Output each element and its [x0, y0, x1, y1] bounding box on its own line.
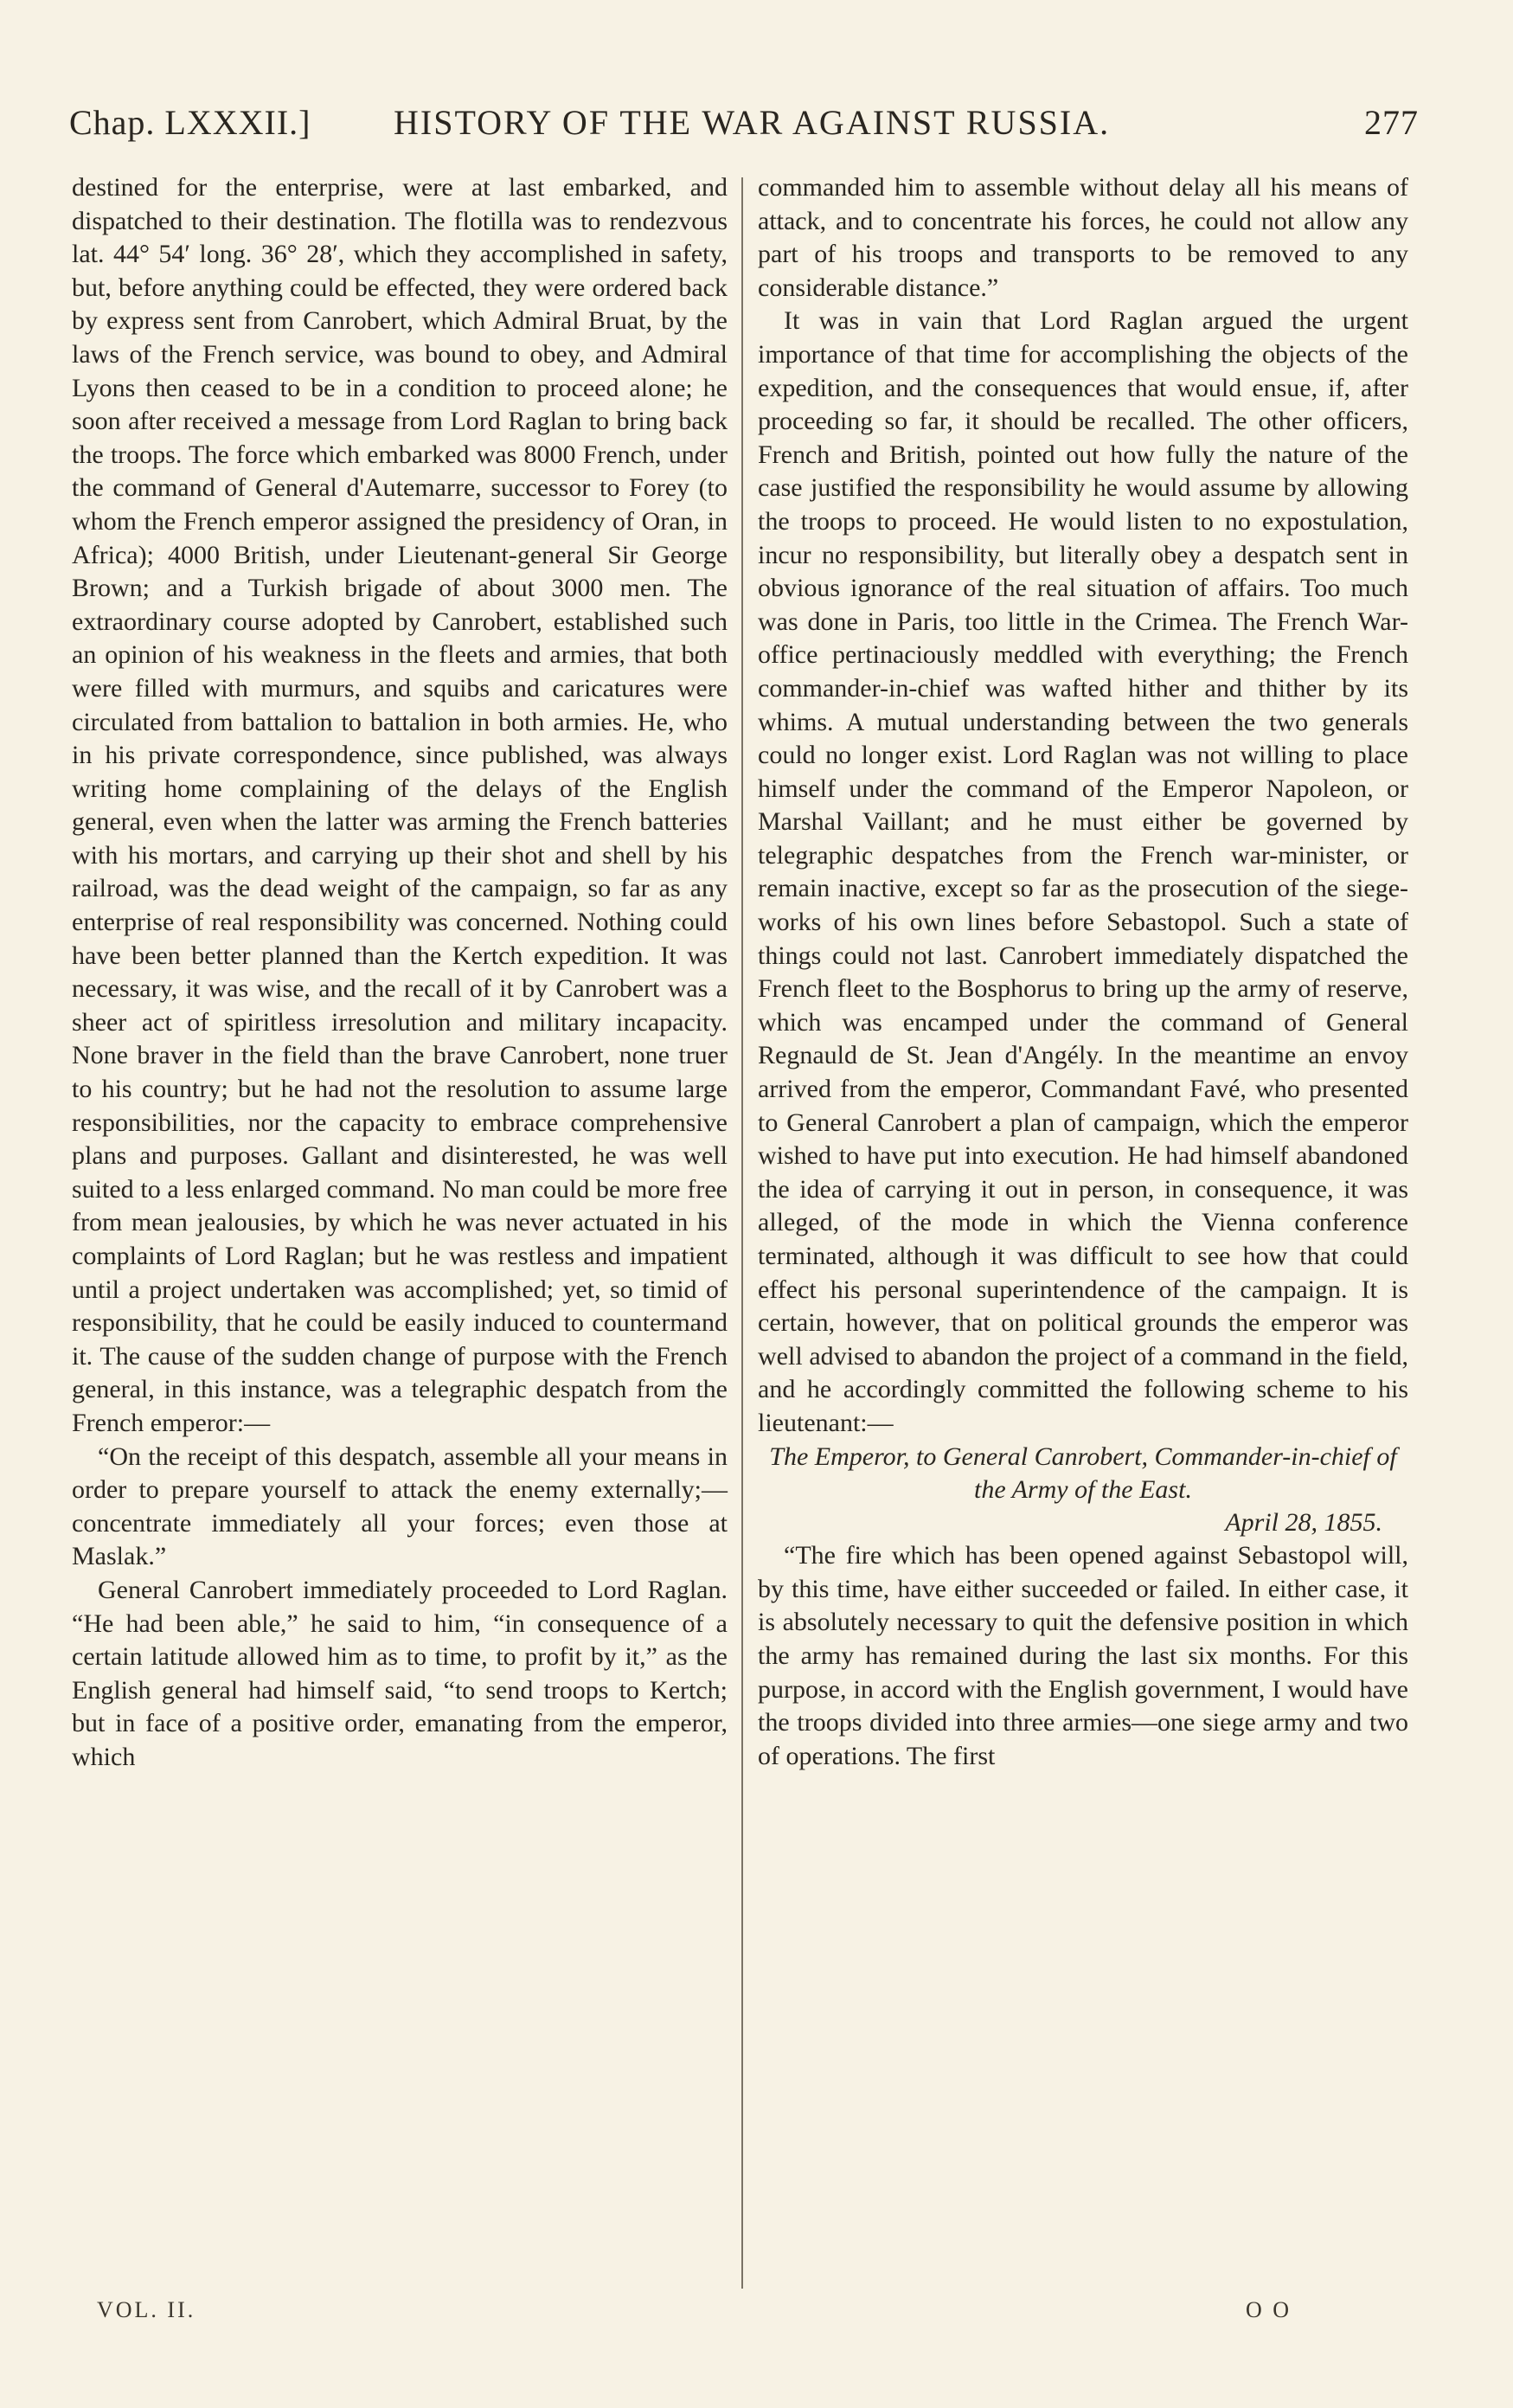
- paragraph: commanded him to assemble without delay all his means of attack, and to concentrate his forces, he could not allow any part of his troops and transports to be removed to any considerable distance.”: [758, 173, 1408, 302]
- paragraph: General Canrobert immediately proceeded to Lord Raglan. “He had been able,” he said to him, “in consequence of a certain latitude allowed him as to time, to profit by it,” as the English general had himself said, “to send troops to Kertch; but in face of a positive order, emanating from the emperor, which: [72, 1575, 728, 1771]
- letter-body: “The fire which has been opened against Sebastopol will, by this time, have either succeeded or failed. In either case, it is absolutely necessary to quit the defensive position in which the army has remained during the last six months. For this purpose, in accord with the English government, I would have the troops divided into three armies—one siege army and two of operations. The first: [758, 1541, 1408, 1770]
- letter-date: April 28, 1855.: [1225, 1507, 1382, 1537]
- paragraph: “On the receipt of this despatch, assemble all your means in order to prepare yourself to attack the enemy externally;—concentrate immediately all your forces; even those at Maslak.”: [72, 1442, 728, 1571]
- page-number: 277: [1364, 103, 1419, 142]
- right-column: [758, 171, 1408, 1773]
- left-column: [72, 171, 728, 1775]
- running-title: HISTORY OF THE WAR AGAINST RUSSIA.: [394, 103, 1111, 142]
- volume-label: VOL. II.: [97, 2297, 196, 2322]
- chapter-label: Chap. LXXXII.]: [69, 103, 311, 142]
- running-header: [69, 102, 1419, 147]
- paragraph: destined for the enterprise, were at last embarked, and dispatched to their destination. The flotilla was to rendezvous lat. 44° 54′ long. 36° 28′, which they accomplished in safety, but, before anything could be effected, they were ordered back by express sent from Canrobert, which Admiral Bruat, by the laws of the French service, was bound to obey, and Admiral Lyons then ceased to be in a condition to proceed alone; he soon after received a message from Lord Raglan to bring back the troops. The force which embarked was 8000 French, under the command of General d'Autemarre, successor to Forey (to whom the French emperor assigned the presidency of Oran, in Africa); 4000 British, under Lieutenant-general Sir George Brown; and a Turkish brigade of about 3000 men. The extraordinary course adopted by Canrobert, established such an opinion of his weakness in the fleets and armies, that both were filled with murmurs, and squibs and caricatures were circulated from battalion to battalion in both armies. He, who in his private correspondence, since published, was always writing home complaining of the delays of the English general, even when the latter was arming the French batteries with his mortars, and carrying up their shot and shell by his railroad, was the dead weight of the campaign, so far as any enterprise of real responsibility was concerned. Nothing could have been better planned than the Kertch expedition. It was necessary, it was wise, and the recall of it by Canrobert was a sheer act of spiritless irresolution and military incapacity. None braver in the field than the brave Canrobert, none truer to his country; but he had not the resolution to assume large responsibilities, nor the capacity to embrace comprehensive plans and purposes. Gallant and disinterested, he was well suited to a less enlarged command. No man could be more free from mean jealousies, by which he was never actuated in his complaints of Lord Raglan; but he was restless and impatient until a project undertaken was accomplished; yet, so timid of responsibility, that he could be easily induced to countermand it. The cause of the sudden change of purpose with the French general, in this instance, was a telegraphic despatch from the French emperor:—: [72, 173, 728, 1437]
- column-divider: [741, 177, 743, 2289]
- letter-heading: The Emperor, to General Canrobert, Commander-in-chief of the Army of the East.: [769, 1442, 1397, 1504]
- signature-mark: O O: [1246, 2297, 1292, 2322]
- paragraph: It was in vain that Lord Raglan argued the urgent importance of that time for accomplishing the objects of the expedition, and the consequences that would ensue, if, after proceeding so far, it should be recalled. The other officers, French and British, pointed out how fully the nature of the case justified the responsibility he would assume by allowing the troops to proceed. He would listen to no expostulation, incur no responsibility, but literally obey a despatch sent in obvious ignorance of the real situation of affairs. Too much was done in Paris, too little in the Crimea. The French War-office pertinaciously meddled with everything; the French commander-in-chief was wafted hither and thither by its whims. A mutual understanding between the two generals could no longer exist. Lord Raglan was not willing to place himself under the command of the Emperor Napoleon, or Marshal Vaillant; and he must either be governed by telegraphic despatches from the French war-minister, or remain inactive, except so far as the prosecution of the siege-works of his own lines before Sebastopol. Such a state of things could not last. Canrobert immediately dispatched the French fleet to the Bosphorus to bring up the army of reserve, which was encamped under the command of General Regnauld de St. Jean d'Angély. In the meantime an envoy arrived from the emperor, Commandant Favé, who presented to General Canrobert a plan of campaign, which the emperor wished to have put into execution. He had himself abandoned the idea of carrying it out in person, in consequence, it was alleged, of the mode in which the Vienna conference terminated, although it was difficult to see how that could effect his personal superintendence of the campaign. It is certain, however, that on political grounds the emperor was well advised to abandon the project of a command in the field, and he accordingly committed the following scheme to his lieutenant:—: [758, 306, 1408, 1437]
